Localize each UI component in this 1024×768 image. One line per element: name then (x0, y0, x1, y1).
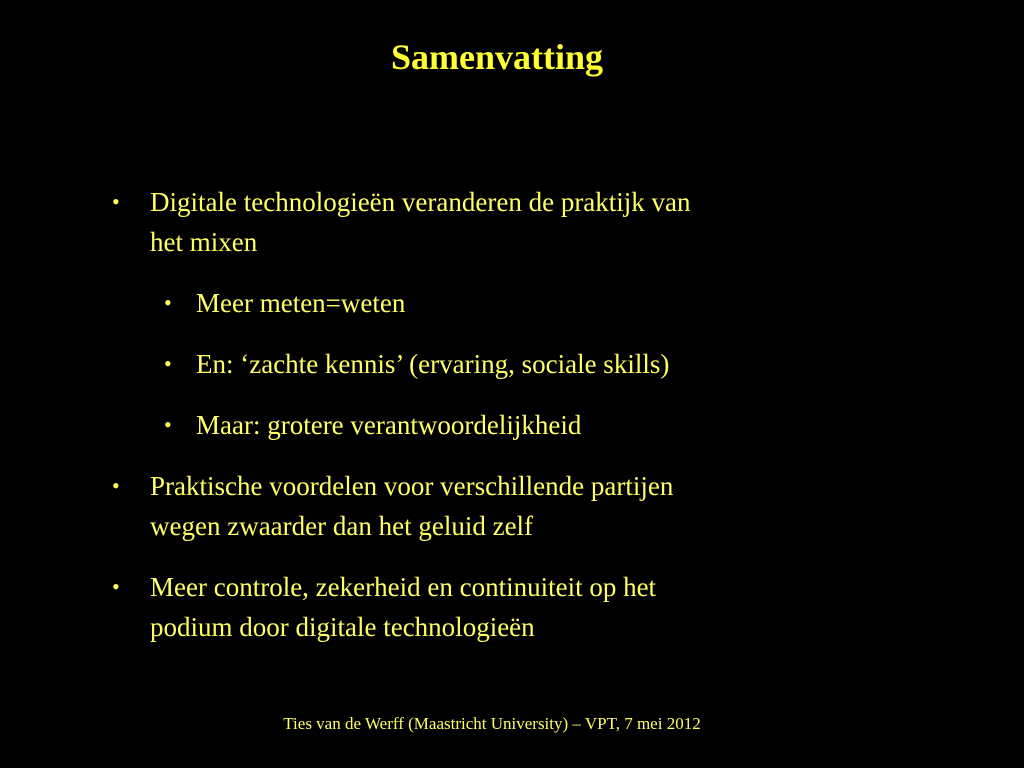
bullet-line: het mixen (150, 227, 258, 257)
slide-footer: Ties van de Werff (Maastricht University) – VPT, 7 mei 2012 (283, 714, 701, 733)
bullet-line: podium door digitale technologieën (150, 612, 535, 642)
bullet-glyph: • (112, 574, 120, 599)
sub-bullet-item (112, 405, 832, 445)
bullet-line: Meer meten=weten (196, 288, 406, 318)
bullet-list (112, 182, 832, 668)
bullet-glyph: • (164, 412, 172, 437)
sub-bullet-item (112, 283, 832, 323)
bullet-glyph: • (112, 473, 120, 498)
bullet-line: Digitale technologieën veranderen de praktijk van (150, 187, 691, 217)
bullet-glyph: • (164, 351, 172, 376)
bullet-line: Praktische voordelen voor verschillende partijen (150, 471, 674, 501)
bullet-line: Maar: grotere verantwoordelijkheid (196, 410, 582, 440)
bullet-glyph: • (164, 290, 172, 315)
bullet-item (112, 466, 832, 546)
sub-bullet-item (112, 344, 832, 384)
bullet-line: En: ‘zachte kennis’ (ervaring, sociale skills) (196, 349, 670, 379)
bullet-item (112, 182, 832, 262)
bullet-line: Meer controle, zekerheid en continuiteit op het (150, 572, 657, 602)
slide-title: Samenvatting (390, 37, 603, 77)
bullet-item (112, 567, 832, 647)
bullet-line: wegen zwaarder dan het geluid zelf (150, 511, 534, 541)
bullet-glyph: • (112, 189, 120, 214)
